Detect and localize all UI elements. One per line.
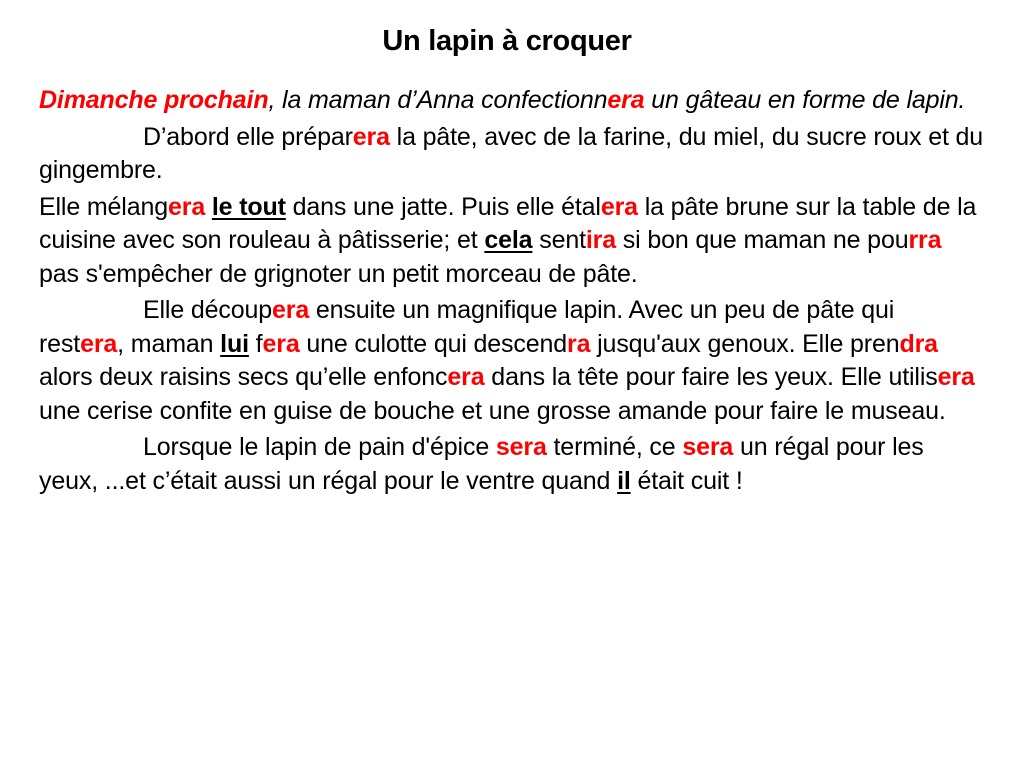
highlighted-ending: sera (682, 433, 734, 461)
slide-body (39, 84, 984, 501)
text-segment: Lorsque le lapin de pain d'épice (143, 433, 496, 461)
highlighted-ending: era (167, 192, 206, 221)
highlighted-ending: era (447, 363, 485, 391)
paragraph-5 (39, 431, 984, 498)
text-segment: Elle mélang (39, 192, 168, 221)
text-segment: D’abord elle prépar (143, 122, 353, 151)
paragraph-3 (39, 191, 984, 292)
text-segment: une cerise confite en guise de bouche et une grosse amande pour faire le museau. (39, 396, 946, 425)
paragraph-1 (39, 84, 984, 118)
underlined-pronoun: il (617, 466, 631, 495)
text-segment (205, 193, 212, 221)
text-segment: la pâte brune sur la table de la cuisine avec son rouleau à pâtisserie; et (39, 192, 977, 254)
underlined-pronoun: cela (484, 226, 533, 254)
text-segment: si bon que maman ne pou (616, 226, 909, 254)
highlighted-ending: dra (899, 329, 938, 358)
text-segment: la pâte, avec de la farine, du miel, du sucre roux et du gingembre. (39, 122, 984, 184)
highlighted-ending: era (80, 329, 118, 358)
highlighted-ending: ira (585, 226, 617, 254)
text-segment: dans la tête pour faire les yeux. Elle utilis (484, 363, 938, 391)
text-segment: pas s'empêcher de grignoter un petit morceau de pâte. (39, 259, 638, 288)
text-segment: un gâteau en forme de lapin. (644, 86, 966, 114)
text-segment: était cuit ! (630, 466, 743, 495)
text-segment: sent (532, 226, 586, 254)
highlighted-ending: era (272, 296, 310, 324)
text-segment: , maman (117, 329, 221, 358)
highlighted-ending: era (352, 122, 390, 151)
paragraph-2 (39, 121, 984, 188)
text-segment: Elle découp (143, 296, 273, 324)
text-segment: un régal pour les yeux, ...et c’était aussi un régal pour le ventre quand (39, 433, 924, 495)
text-segment: alors deux raisins secs qu’elle enfonc (39, 363, 448, 391)
text-segment: dans une jatte. Puis elle étal (285, 192, 601, 221)
highlighted-ending: sera (495, 433, 547, 461)
highlighted-ending: ra (567, 329, 591, 358)
underlined-pronoun: le tout (211, 192, 286, 221)
highlighted-ending: era (937, 363, 975, 391)
paragraph-4 (39, 294, 984, 428)
highlighted-ending: era (607, 86, 645, 114)
text-segment: jusqu'aux genoux. Elle pren (590, 329, 900, 358)
text-segment: ensuite un magnifique lapin. Avec un peu de pâte qui rest (39, 296, 895, 358)
text-segment: une culotte qui descend (299, 329, 568, 358)
text-segment: f (248, 329, 263, 358)
slide-title: Un lapin à croquer (382, 25, 632, 57)
text-segment: , la maman d’Anna confectionn (268, 86, 608, 114)
highlighted-ending: era (262, 329, 300, 358)
text-segment: terminé, ce (546, 433, 683, 461)
underlined-pronoun: lui (220, 329, 249, 358)
highlighted-ending: era (600, 192, 638, 221)
highlighted-ending: Dimanche prochain (39, 86, 269, 114)
highlighted-ending: rra (908, 226, 942, 254)
